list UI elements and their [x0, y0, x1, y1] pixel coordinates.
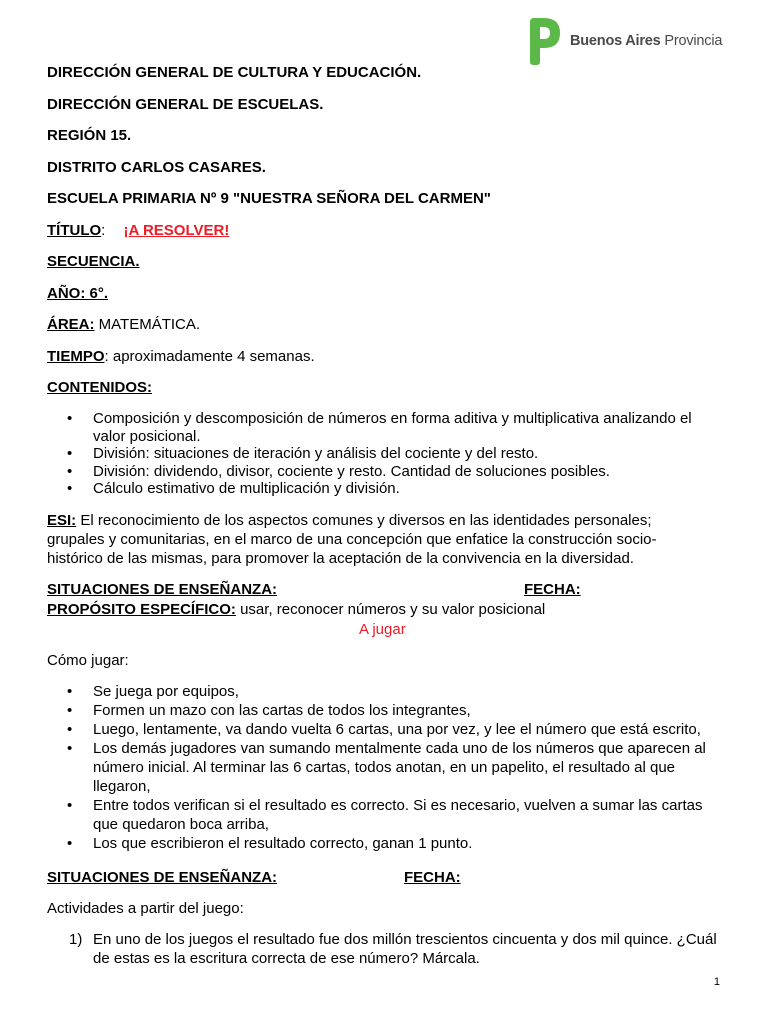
area-label: ÁREA: — [47, 316, 95, 333]
header-line-3: REGIÓN 15. — [47, 127, 132, 144]
area-value: MATEMÁTICA. — [94, 316, 201, 333]
logo-brand-thin: Provincia — [664, 33, 723, 49]
question-1-number: 1) — [69, 931, 83, 948]
titulo-sep: : — [101, 222, 106, 239]
situaciones-heading-2: SITUACIONES DE ENSEÑANZA: — [47, 869, 278, 886]
fecha-label-1: FECHA: — [524, 581, 581, 598]
titulo-value: ¡A RESOLVER! — [123, 222, 230, 239]
pba-logo-icon — [526, 16, 564, 66]
como-jugar-list — [47, 682, 727, 853]
esi-paragraph — [47, 511, 687, 568]
list-item: • Formen un mazo con las cartas de todos los integrantes, — [47, 701, 727, 720]
header-line-5: ESCUELA PRIMARIA Nº 9 "NUESTRA SEÑORA DEL CARMEN" — [47, 190, 491, 207]
header-line-2: DIRECCIÓN GENERAL DE ESCUELAS. — [47, 96, 324, 113]
titulo-label: TÍTULO — [47, 222, 102, 239]
tiempo-label: TIEMPO — [47, 348, 105, 365]
titulo-line — [47, 222, 229, 239]
header-line-4: DISTRITO CARLOS CASARES. — [47, 159, 266, 176]
header-line-1: DIRECCIÓN GENERAL DE CULTURA Y EDUCACIÓN. — [47, 64, 422, 81]
secuencia-heading: SECUENCIA. — [47, 253, 140, 270]
anio-heading: AÑO: 6°. — [47, 285, 109, 302]
list-item: • Los demás jugadores van sumando mentalmente cada uno de los números que aparecen al número inicial. Al terminar las 6 cartas, todos anotan, en un papelito, el resultado al que llegaron, — [47, 739, 727, 796]
list-item: • Se juega por equipos, — [47, 682, 727, 701]
esi-label: ESI: — [47, 512, 77, 529]
list-item: • División: situaciones de iteración y análisis del cociente y del resto. — [47, 445, 727, 463]
esi-text: El reconocimiento de los aspectos comunes y diversos en las identidades personales; grupales y comunitarias, en el marco de una concepción que enfatice la construcción socio-histórico de las mismas, para promover la aceptación de la convivencia en la diversidad. — [47, 512, 657, 567]
area-line — [47, 316, 200, 333]
actividades-label: Actividades a partir del juego: — [47, 900, 244, 917]
tiempo-value: : aproximadamente 4 semanas. — [104, 348, 315, 365]
contenidos-heading: CONTENIDOS: — [47, 379, 152, 396]
logo-text — [570, 33, 722, 49]
buenos-aires-provincia-logo — [526, 16, 722, 66]
list-item: • Cálculo estimativo de multiplicación y división. — [47, 480, 727, 498]
list-item: • Entre todos verifican si el resultado es correcto. Si es necesario, vuelven a sumar las cartas que quedaron boca arriba, — [47, 796, 727, 834]
list-item: • Composición y descomposición de números en forma aditiva y multiplicativa analizando el valor posicional. — [47, 410, 727, 445]
tiempo-line — [47, 348, 315, 365]
proposito-text: usar, reconocer números y su valor posicional — [235, 601, 546, 618]
question-1 — [47, 930, 727, 968]
como-jugar-label: Cómo jugar: — [47, 652, 129, 669]
contenidos-list — [47, 410, 727, 498]
question-1-text: En uno de los juegos el resultado fue dos millón trescientos cincuenta y dos mil quince. ¿Cuál de estas es la escritura correcta de ese número? Márcala. — [93, 931, 717, 967]
page-number: 1 — [713, 976, 720, 988]
list-item: • División: dividendo, divisor, cociente y resto. Cantidad de soluciones posibles. — [47, 463, 727, 481]
a-jugar-title: A jugar — [359, 621, 406, 638]
proposito-label: PROPÓSITO ESPECÍFICO: — [47, 601, 236, 618]
list-item: • Luego, lentamente, va dando vuelta 6 cartas, una por vez, y lee el número que está escrito, — [47, 720, 727, 739]
situaciones-heading-1: SITUACIONES DE ENSEÑANZA: — [47, 581, 278, 598]
fecha-label-2: FECHA: — [404, 869, 461, 886]
list-item: • Los que escribieron el resultado correcto, ganan 1 punto. — [47, 834, 727, 853]
proposito-line — [47, 601, 545, 618]
logo-brand-bold: Buenos Aires — [570, 33, 661, 49]
